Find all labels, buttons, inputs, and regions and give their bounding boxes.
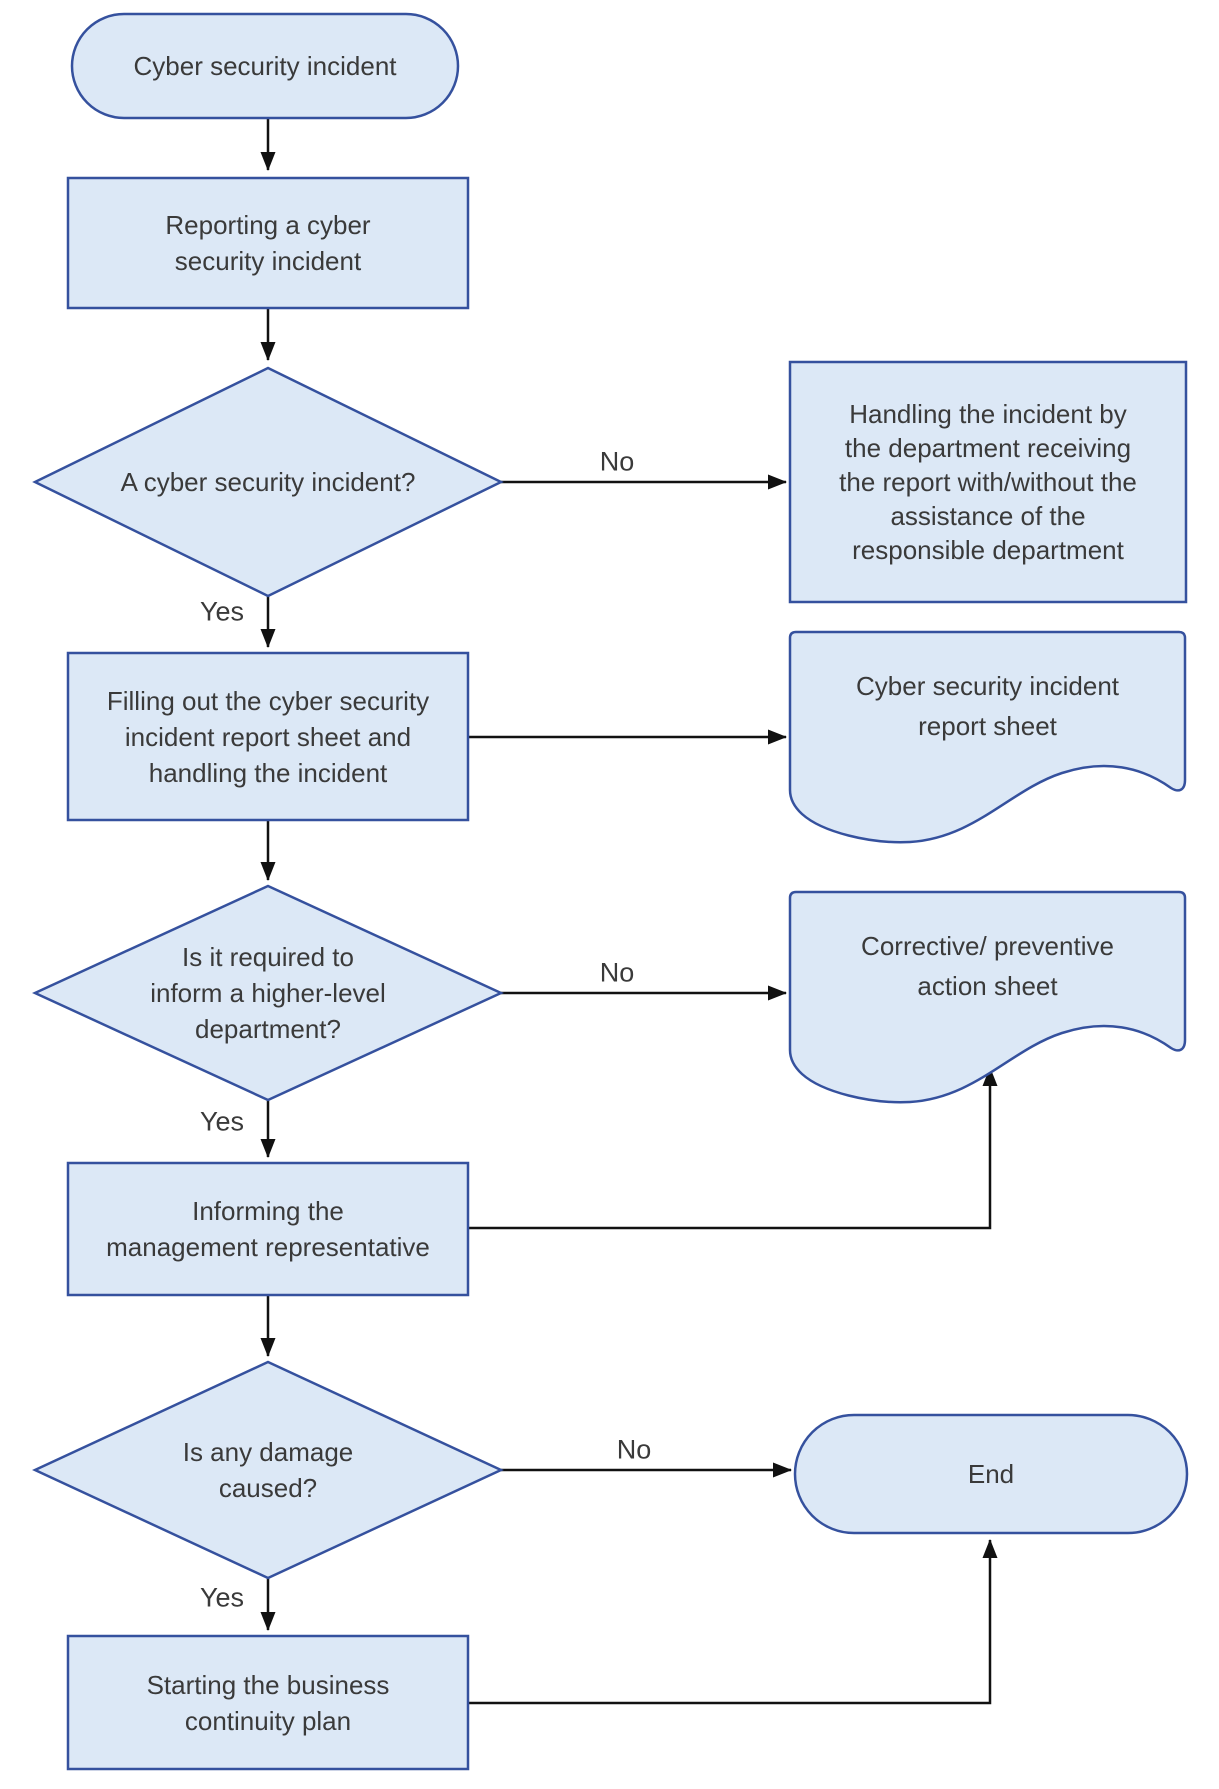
start-label: Cyber security incident: [133, 51, 397, 81]
corrective-sheet-label: Corrective/ preventive action sheet: [861, 931, 1114, 1001]
edge-label-yes-2: Yes: [199, 1106, 245, 1137]
bcp-process-shape: [68, 1636, 468, 1769]
edge-label-yes-1: Yes: [199, 596, 245, 627]
end-terminator-shape: [795, 1415, 1187, 1533]
end-label: End: [967, 1459, 1015, 1489]
handling-label: Handling the incident by the department receiving the report with/without the assistance of the responsible department: [839, 399, 1137, 565]
edge-label-no-2: No: [599, 957, 635, 988]
damage-decision-label: Is any damage caused?: [182, 1437, 354, 1503]
incident-decision-shape: [35, 368, 501, 596]
handling-process-shape: [790, 362, 1186, 602]
reporting-process-shape: [68, 178, 468, 308]
edge-label-yes-3: Yes: [199, 1582, 245, 1613]
edge-label-no-3: No: [616, 1434, 652, 1465]
edge-label-no-1: No: [599, 446, 635, 477]
informing-label: Informing the management representative: [106, 1196, 430, 1262]
damage-decision-shape: [35, 1362, 501, 1578]
fillout-label: Filling out the cyber security incident report sheet and handling the incident: [106, 685, 430, 788]
reporting-label: Reporting a cyber security incident: [165, 210, 371, 276]
start-terminator-shape: [72, 14, 458, 118]
inform-required-label: Is it required to inform a higher-level department?: [150, 942, 386, 1044]
report-sheet-label: Cyber security incident report sheet: [856, 671, 1119, 741]
bcp-label: Starting the business continuity plan: [146, 1669, 390, 1736]
incident-decision-label: A cyber security incident?: [120, 467, 416, 497]
informing-process-shape: [68, 1163, 468, 1295]
inform-required-decision-shape: [35, 886, 501, 1100]
corrective-sheet-document-shape: [790, 892, 1185, 1102]
arrow-bcp-to-end: [468, 1540, 990, 1703]
fillout-process-shape: [68, 653, 468, 820]
report-sheet-document-shape: [790, 632, 1185, 842]
